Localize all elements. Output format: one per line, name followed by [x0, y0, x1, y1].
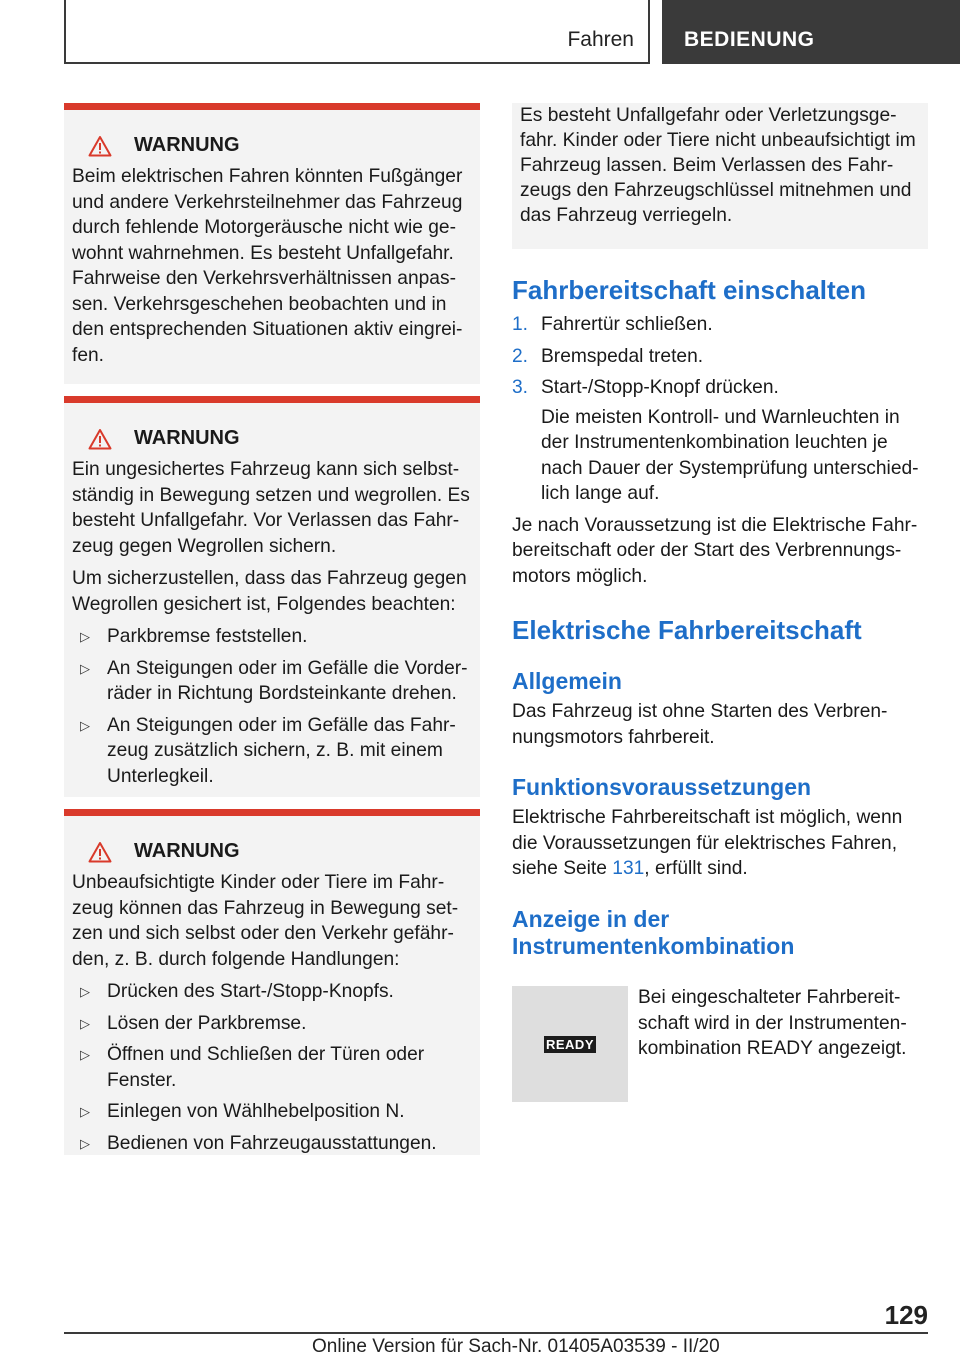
list-item: ▷ An Steigungen oder im Gefälle das Fahrzeug zusätzlich sichern, z. B. mit einem Unterlegkeil.: [80, 714, 456, 787]
warning-paragraph: Unbeaufsichtigte Kinder oder Tiere im Fahrzeug können das Fahrzeug in Bewegung setzen und sich selbst oder den Verkehr gefährden, z. B. durch folgende Handlungen:: [72, 872, 459, 970]
warning-bullet-list: [72, 624, 470, 789]
warning-paragraph: Ein ungesichertes Fahrzeug kann sich selbstständig in Bewegung setzen und wegrollen. Es besteht Unfallgefahr. Vor Verlassen das Fahrzeug gegen Wegrollen sichern.: [72, 459, 470, 557]
subsection-paragraph: Elektrische Fahrbereitschaft ist möglich, wenn die Voraussetzungen für elektrisches Fahren, siehe Seite 131, erfüllt sind.: [512, 807, 903, 879]
steps-list: [512, 312, 928, 507]
list-item: ▷ Drücken des Start-/Stopp-Knopfs.: [72, 979, 470, 1005]
warning-triangle-icon: [88, 428, 112, 450]
step-item: 3. Start-/Stopp-Knopf drücken. Die meisten Kontroll- und Warnleuchten in der Instrumentenkombination leuchten je nach Dauer der Systemprüfung unterschiedlich lange auf.: [512, 375, 928, 507]
warning-title-text: WARNUNG: [134, 427, 240, 450]
warning-box-2: [64, 396, 480, 797]
triangle-bullet-icon: ▷: [80, 1015, 90, 1031]
warning-box-1: [64, 103, 480, 384]
warning-title: [88, 838, 470, 866]
warning-title-text: WARNUNG: [134, 840, 240, 863]
section-heading: Fahrbereitschaft einschalten: [512, 275, 866, 305]
page-number: 129: [884, 1300, 928, 1330]
chapter-label: Fahren: [567, 28, 634, 51]
triangle-bullet-icon: ▷: [80, 660, 90, 676]
triangle-bullet-icon: ▷: [80, 1135, 90, 1151]
section-label: BEDIENUNG: [684, 28, 815, 51]
triangle-bullet-icon: ▷: [80, 1104, 90, 1119]
warning-title-text: WARNUNG: [134, 134, 240, 157]
list-item: ▷ Parkbremse feststellen.: [72, 624, 470, 650]
continued-warning-box: [512, 103, 928, 249]
list-item: ▷ An Steigungen oder im Gefälle die Vorderräder in Richtung Bordsteinkante drehen.: [80, 657, 468, 704]
warning-triangle-icon: [88, 841, 112, 863]
page-reference-link[interactable]: 131: [612, 858, 645, 879]
warning-paragraph: Um sicherzustellen, dass das Fahrzeug gegen Wegrollen gesichert ist, Folgendes beachten:: [72, 568, 467, 615]
ready-indicator: READY: [545, 1037, 594, 1052]
footer-version-text: Online Version für Sach-Nr. 01405A03539 - II/20: [312, 1336, 720, 1357]
warning-triangle-icon: [88, 135, 112, 157]
warning-title: [88, 132, 470, 160]
triangle-bullet-icon: ▷: [80, 629, 90, 644]
list-item: ▷ Öffnen und Schließen der Türen oder Fenster.: [80, 1044, 425, 1091]
section-paragraph: Je nach Voraussetzung ist die Elektrische Fahrbereitschaft oder der Start des Verbrennungsmotors möglich.: [512, 514, 918, 587]
subsection-paragraph: Das Fahrzeug ist ohne Starten des Verbrennungsmotors fahrbereit.: [512, 701, 888, 748]
list-item: ▷ Einlegen von Wählhebelposition N.: [72, 1099, 470, 1125]
note-text: Es besteht Unfallgefahr oder Verletzungsgefahr. Kinder oder Tiere nicht unbeaufsichtigt im Fahrzeug lassen. Beim Verlassen des Fahrzeugs den Fahrzeugschlüssel mitnehmen und das Fahrzeug verriegeln.: [520, 105, 916, 226]
warning-box-3: [64, 809, 480, 1155]
subsection-heading: Allgemein: [512, 668, 622, 694]
warning-paragraph: Beim elektrischen Fahren könnten Fußgänger und andere Verkehrsteilnehmer das Fahrzeug durch fehlende Motorgeräusche nicht wie gewohnt wahrnehmen. Es besteht Unfallgefahr. Fahrweise den Verkehrsverhältnissen anpassen. Verkehrsgeschehen beobachten und in den entsprechenden Situationen aktiv eingreifen.: [72, 166, 463, 366]
header-chapter-tab: [64, 0, 650, 64]
step-item: 1. Fahrertür schließen.: [512, 314, 713, 335]
list-item: ▷ Lösen der Parkbremse.: [72, 1011, 470, 1037]
subsection-heading: Funktionsvoraussetzungen: [512, 774, 812, 800]
triangle-bullet-icon: ▷: [80, 1047, 90, 1062]
ready-display-image: [512, 986, 628, 1102]
ready-description: Bei eingeschalteter Fahrbereitschaft wird in der Instrumentenkombination READY angezeigt.: [638, 987, 907, 1059]
triangle-bullet-icon: ▷: [80, 717, 90, 733]
footer-divider: [64, 1332, 928, 1334]
list-item: ▷ Bedienen von Fahrzeugausstattungen.: [72, 1131, 470, 1157]
warning-bullet-list: [72, 979, 470, 1156]
header-section-tab: [662, 0, 960, 64]
subsection-heading: Anzeige in der Instrumentenkombination: [512, 905, 795, 959]
step-detail: Die meisten Kontroll- und Warnleuchten in der Instrumentenkombination leuchten je nach Dauer der Systemprüfung unterschiedlich lange auf.: [541, 406, 919, 504]
section-elektrische-fahrbereitschaft: [512, 614, 928, 960]
section-fahrbereitschaft-einschalten: [512, 274, 928, 589]
triangle-bullet-icon: ▷: [80, 984, 90, 999]
warning-title: [88, 425, 470, 453]
section-heading: Elektrische Fahrbereitschaft: [512, 615, 862, 645]
step-item: 2. Bremspedal treten.: [512, 345, 704, 367]
